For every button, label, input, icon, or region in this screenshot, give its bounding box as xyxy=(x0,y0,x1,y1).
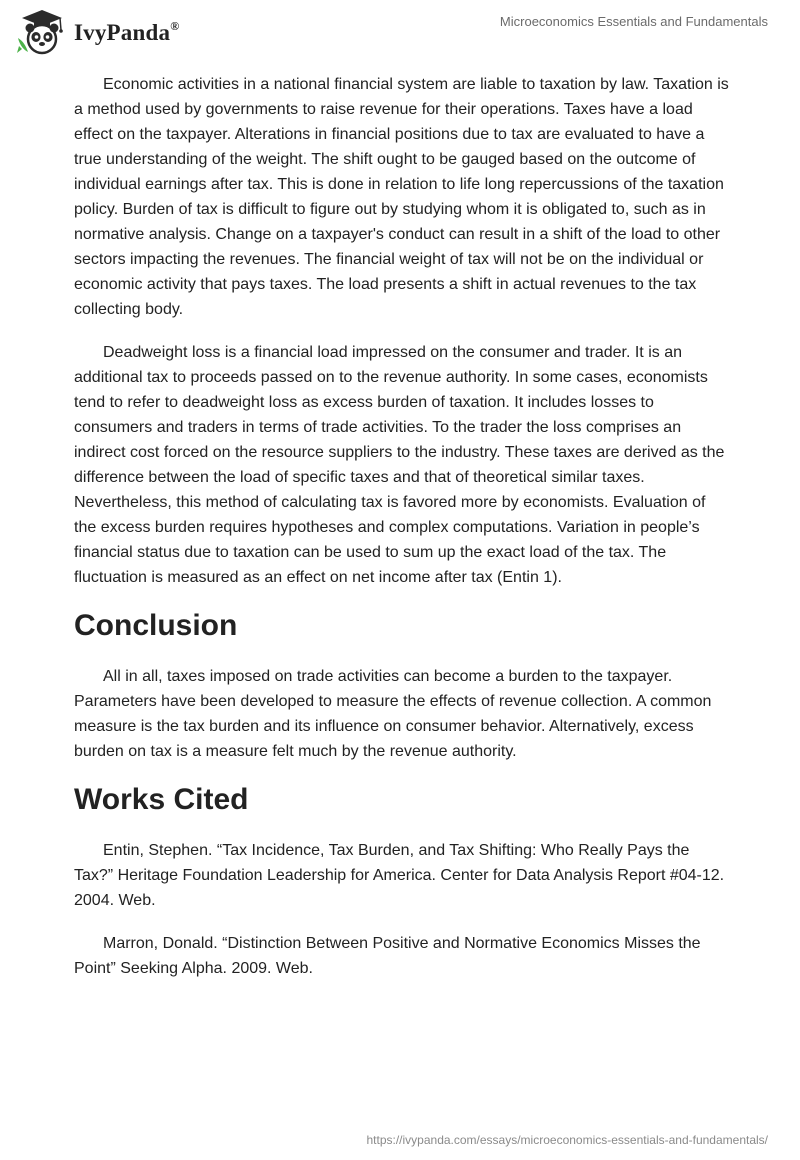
panda-graduate-icon xyxy=(14,8,70,56)
works-cited-heading: Works Cited xyxy=(74,783,249,816)
source-url[interactable]: https://ivypanda.com/essays/microeconomics-essentials-and-fundamentals/ xyxy=(366,1133,768,1147)
citation-entry: Marron, Donald. “Distinction Between Positive and Normative Economics Misses the Point” Seeking Alpha. 2009. Web. xyxy=(74,935,701,977)
document-title: Microeconomics Essentials and Fundamentals xyxy=(499,14,768,29)
ivypanda-logo[interactable] xyxy=(14,8,179,56)
essay-content xyxy=(74,72,730,999)
brand-name: IvyPanda® xyxy=(74,18,180,45)
citation-entry: Entin, Stephen. “Tax Incidence, Tax Burden, and Tax Shifting: Who Really Pays the Tax?” Heritage Foundation Leadership for America. Center for Data Analysis Report #04-12. 2004. Web. xyxy=(74,842,725,909)
page-header xyxy=(0,0,800,60)
body-paragraph: Deadweight loss is a financial load impressed on the consumer and trader. It is an additional tax to proceeds passed on to the revenue authority. In some cases, economists tend to refer to deadweight loss as excess burden of taxation. It includes losses to consumers and traders in terms of trade activities. To the trader the loss comprises an indirect cost forced on the resource suppliers to the industry. These taxes are derived as the difference between the load of specific taxes and that of theoretical similar taxes. Nevertheless, this method of calculating tax is favored more by economists. Evaluation of the excess burden requires hypotheses and complex computations. Variation in people’s financial status due to taxation can be used to sum up the exact load of the tax. The fluctuation is measured as an effect on net income after tax (Entin 1). xyxy=(74,344,725,586)
conclusion-paragraph: All in all, taxes imposed on trade activities can become a burden to the taxpayer. Parameters have been developed to measure the effects of revenue collection. A common measure is the tax burden and its influence on consumer behavior. Alternatively, excess burden on tax is a measure felt much by the revenue authority. xyxy=(74,668,712,760)
body-paragraph: Economic activities in a national financial system are liable to taxation by law. Taxation is a method used by governments to raise revenue for their operations. Taxes have a load effect on the taxpayer. Alterations in financial positions due to tax are evaluated to have a true understanding of the weight. The shift ought to be gauged based on the outcome of individual earnings after tax. This is done in relation to life long repercussions of the taxation policy. Burden of tax is difficult to figure out by studying whom it is obligated to, such as in normative analysis. Change on a taxpayer's conduct can result in a shift of the load to other sectors impacting the revenues. The financial weight of tax will not be on the individual or economic activity that pays taxes. The load presents a shift in actual revenues to the tax collecting body. xyxy=(74,76,729,318)
conclusion-heading: Conclusion xyxy=(74,609,238,642)
